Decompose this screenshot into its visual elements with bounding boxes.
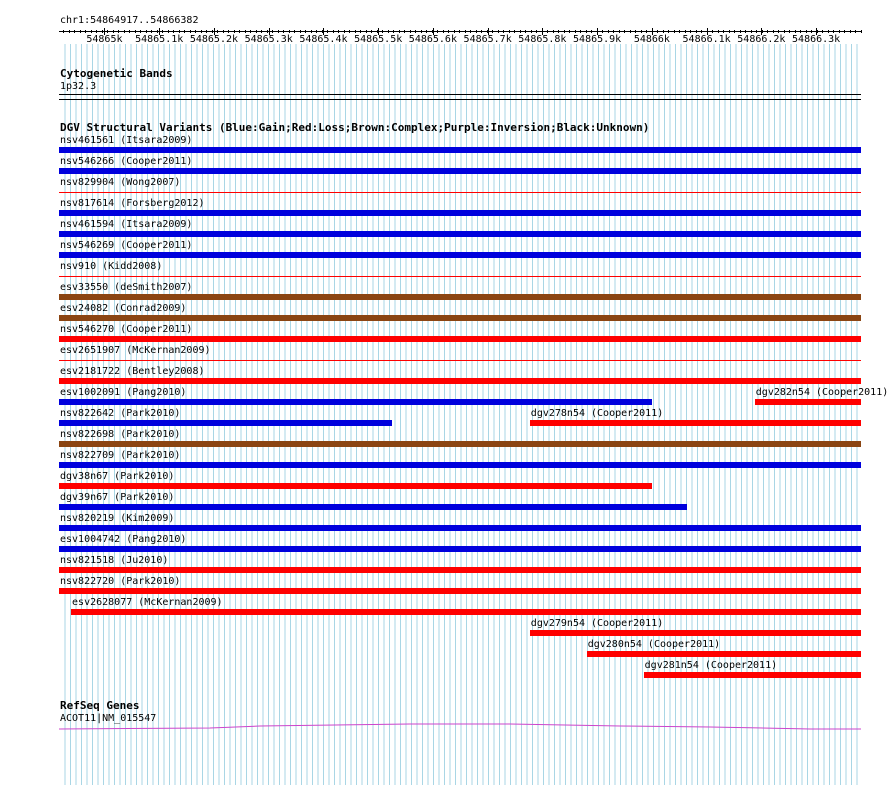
ruler-minor-tick xyxy=(421,30,422,33)
ruler-minor-tick xyxy=(256,30,257,33)
ruler-minor-tick xyxy=(382,30,383,33)
ruler-minor-tick xyxy=(129,30,130,33)
ruler-tick-label: 54865.9k xyxy=(573,34,622,45)
ruler-minor-tick xyxy=(745,30,746,33)
ruler-minor-tick xyxy=(487,30,488,33)
ruler-minor-tick xyxy=(773,30,774,33)
dgv-feature-bar[interactable] xyxy=(59,210,861,216)
ruler-minor-tick xyxy=(784,30,785,33)
ruler-minor-tick xyxy=(426,30,427,33)
ruler-minor-tick xyxy=(245,30,246,33)
ruler-minor-tick xyxy=(844,30,845,33)
ruler-minor-tick xyxy=(201,30,202,33)
refseq-track-title[interactable]: RefSeq Genes xyxy=(60,699,140,712)
ruler-minor-tick xyxy=(558,30,559,33)
dgv-feature-label[interactable]: nsv822709 (Park2010) xyxy=(60,450,181,461)
ruler-minor-tick xyxy=(96,30,97,33)
dgv-feature-label[interactable]: dgv280n54 (Cooper2011) xyxy=(587,639,721,650)
ruler-minor-tick xyxy=(536,30,537,33)
dgv-feature-label[interactable]: nsv822720 (Park2010) xyxy=(60,576,181,587)
ruler-minor-tick xyxy=(679,30,680,33)
ruler-minor-tick xyxy=(267,30,268,33)
ruler-minor-tick xyxy=(415,30,416,33)
ruler-minor-tick xyxy=(690,30,691,33)
ruler-minor-tick xyxy=(635,30,636,33)
ruler-minor-tick xyxy=(602,30,603,33)
ruler-tick-label: 54865.8k xyxy=(518,34,567,45)
dgv-feature-bar[interactable] xyxy=(59,483,652,489)
dgv-feature-label[interactable]: esv2181722 (Bentley2008) xyxy=(60,366,205,377)
ruler-minor-tick xyxy=(179,30,180,33)
dgv-feature-bar[interactable] xyxy=(59,546,861,552)
dgv-feature-label[interactable]: nsv829904 (Wong2007) xyxy=(60,177,181,188)
ruler-minor-tick xyxy=(822,30,823,33)
dgv-feature-bar[interactable] xyxy=(644,672,861,678)
dgv-feature-label[interactable]: nsv817614 (Forsberg2012) xyxy=(60,198,205,209)
ruler-minor-tick xyxy=(668,30,669,33)
ruler-minor-tick xyxy=(470,30,471,33)
ruler-minor-tick xyxy=(168,30,169,33)
ruler-minor-tick xyxy=(646,30,647,33)
dgv-feature-bar[interactable] xyxy=(59,360,861,361)
ruler-minor-tick xyxy=(228,30,229,33)
dgv-feature-bar[interactable] xyxy=(59,276,861,277)
dgv-feature-label[interactable]: dgv279n54 (Cooper2011) xyxy=(530,618,664,629)
ruler-minor-tick xyxy=(102,30,103,33)
ruler-minor-tick xyxy=(756,30,757,33)
ruler-minor-tick xyxy=(718,30,719,33)
ruler-minor-tick xyxy=(85,30,86,33)
ruler-minor-tick xyxy=(855,30,856,33)
dgv-feature-label[interactable]: nsv821518 (Ju2010) xyxy=(60,555,169,566)
ruler-minor-tick xyxy=(553,30,554,33)
ruler-minor-tick xyxy=(360,30,361,33)
ruler-minor-tick xyxy=(173,30,174,33)
ruler-minor-tick xyxy=(547,30,548,33)
ruler-minor-tick xyxy=(107,30,108,33)
dgv-feature-label[interactable]: esv2651907 (McKernan2009) xyxy=(60,345,211,356)
ruler-minor-tick xyxy=(481,30,482,33)
ruler-minor-tick xyxy=(399,30,400,33)
ruler-minor-tick xyxy=(223,30,224,33)
ruler-tick-label: 54865.3k xyxy=(244,34,293,45)
ruler-minor-tick xyxy=(74,30,75,33)
ruler-minor-tick xyxy=(498,30,499,33)
ruler-minor-tick xyxy=(789,30,790,33)
ruler-minor-tick xyxy=(162,30,163,33)
ruler-minor-tick xyxy=(459,30,460,33)
ruler-tick-label: 54865.1k xyxy=(135,34,184,45)
ruler-minor-tick xyxy=(806,30,807,33)
ruler-minor-tick xyxy=(272,30,273,33)
ruler-minor-tick xyxy=(833,30,834,33)
ruler-tick-label: 54865k xyxy=(86,34,123,45)
dgv-feature-label[interactable]: esv33550 (deSmith2007) xyxy=(60,282,193,293)
ruler-minor-tick xyxy=(712,30,713,33)
ruler-minor-tick xyxy=(300,30,301,33)
ruler-minor-tick xyxy=(410,30,411,33)
ruler-minor-tick xyxy=(377,30,378,33)
dgv-feature-bar[interactable] xyxy=(59,192,861,193)
ruler-minor-tick xyxy=(124,30,125,33)
ruler-minor-tick xyxy=(740,30,741,33)
dgv-feature-label[interactable]: nsv461561 (Itsara2009) xyxy=(60,135,193,146)
ruler-minor-tick xyxy=(327,30,328,33)
ruler-minor-tick xyxy=(778,30,779,33)
cytoband-line-top xyxy=(59,94,861,95)
ruler-minor-tick xyxy=(113,30,114,33)
ruler-minor-tick xyxy=(800,30,801,33)
ruler-minor-tick xyxy=(492,30,493,33)
dgv-feature-label[interactable]: nsv820219 (Kim2009) xyxy=(60,513,175,524)
cytoband-label[interactable]: 1p32.3 xyxy=(60,81,97,92)
ruler-minor-tick xyxy=(91,30,92,33)
dgv-feature-label[interactable]: dgv38n67 (Park2010) xyxy=(60,471,175,482)
ruler-minor-tick xyxy=(652,30,653,33)
dgv-feature-bar[interactable] xyxy=(59,294,861,300)
ruler-minor-tick xyxy=(388,30,389,33)
dgv-feature-label[interactable]: nsv546269 (Cooper2011) xyxy=(60,240,193,251)
ruler-minor-tick xyxy=(575,30,576,33)
dgv-feature-bar[interactable] xyxy=(59,420,392,426)
ruler-minor-tick xyxy=(217,30,218,33)
dgv-feature-label[interactable]: nsv546270 (Cooper2011) xyxy=(60,324,193,335)
ruler-minor-tick xyxy=(316,30,317,33)
dgv-feature-bar[interactable] xyxy=(59,441,861,447)
ruler-minor-tick xyxy=(305,30,306,33)
ruler-minor-tick xyxy=(140,30,141,33)
dgv-feature-label[interactable]: nsv822698 (Park2010) xyxy=(60,429,181,440)
ruler-minor-tick xyxy=(707,30,708,33)
ruler-minor-tick xyxy=(146,30,147,33)
ruler-tick-label: 54866.2k xyxy=(737,34,786,45)
ruler-minor-tick xyxy=(443,30,444,33)
ruler-minor-tick xyxy=(289,30,290,33)
ruler-minor-tick xyxy=(283,30,284,33)
ruler-minor-tick xyxy=(366,30,367,33)
ruler-minor-tick xyxy=(641,30,642,33)
dgv-track-title[interactable]: DGV Structural Variants (Blue:Gain;Red:Loss;Brown:Complex;Purple:Inversion;Black:Unknown) xyxy=(60,121,650,134)
ruler-minor-tick xyxy=(404,30,405,33)
ruler-minor-tick xyxy=(333,30,334,33)
ruler-minor-tick xyxy=(371,30,372,33)
refseq-gene-line xyxy=(59,724,861,729)
ruler-minor-tick xyxy=(580,30,581,33)
dgv-feature-label[interactable]: esv1004742 (Pang2010) xyxy=(60,534,187,545)
dgv-feature-bar[interactable] xyxy=(587,651,861,657)
dgv-feature-label[interactable]: esv24082 (Conrad2009) xyxy=(60,303,187,314)
ruler-minor-tick xyxy=(591,30,592,33)
dgv-feature-label[interactable]: nsv461594 (Itsara2009) xyxy=(60,219,193,230)
ruler-minor-tick xyxy=(674,30,675,33)
ruler-minor-tick xyxy=(701,30,702,33)
ruler-minor-tick xyxy=(80,30,81,33)
location-label: chr1:54864917..54866382 xyxy=(60,15,199,26)
dgv-feature-label[interactable]: nsv910 (Kidd2008) xyxy=(60,261,163,272)
ruler-tick-label: 54866.1k xyxy=(682,34,731,45)
ruler-minor-tick xyxy=(564,30,565,33)
ruler-minor-tick xyxy=(157,30,158,33)
ruler-tick-label: 54865.2k xyxy=(189,34,239,45)
dgv-feature-label[interactable]: esv1002091 (Pang2010) xyxy=(60,387,187,398)
dgv-feature-bar[interactable] xyxy=(530,420,861,426)
dgv-feature-bar[interactable] xyxy=(530,630,861,636)
ruler-minor-tick xyxy=(206,30,207,33)
ruler-minor-tick xyxy=(454,30,455,33)
ruler-minor-tick xyxy=(195,30,196,33)
ruler-minor-tick xyxy=(69,30,70,33)
ruler-minor-tick xyxy=(828,30,829,33)
dgv-feature-label[interactable]: dgv39n67 (Park2010) xyxy=(60,492,175,503)
dgv-feature-label[interactable]: dgv282n54 (Cooper2011) xyxy=(755,387,889,398)
ruler-minor-tick xyxy=(613,30,614,33)
ruler-minor-tick xyxy=(861,30,862,33)
dgv-feature-label[interactable]: nsv546266 (Cooper2011) xyxy=(60,156,193,167)
ruler-minor-tick xyxy=(767,30,768,33)
ruler-minor-tick xyxy=(322,30,323,33)
ruler-minor-tick xyxy=(723,30,724,33)
ruler-minor-tick xyxy=(608,30,609,33)
ruler-minor-tick xyxy=(729,30,730,33)
ruler-minor-tick xyxy=(294,30,295,33)
ruler-minor-tick xyxy=(503,30,504,33)
ruler-minor-tick xyxy=(514,30,515,33)
ruler-minor-tick xyxy=(432,30,433,33)
ruler-minor-tick xyxy=(811,30,812,33)
ruler-minor-tick xyxy=(520,30,521,33)
ruler-minor-tick xyxy=(586,30,587,33)
ruler-tick-label: 54865.5k xyxy=(354,34,403,45)
ruler-minor-tick xyxy=(509,30,510,33)
dgv-feature-bar[interactable] xyxy=(59,231,861,237)
ruler-minor-tick xyxy=(261,30,262,33)
ruler-minor-tick xyxy=(239,30,240,33)
ruler-minor-tick xyxy=(465,30,466,33)
dgv-feature-bar[interactable] xyxy=(59,525,861,531)
ruler-minor-tick xyxy=(448,30,449,33)
ruler-minor-tick xyxy=(135,30,136,33)
ruler-minor-tick xyxy=(850,30,851,33)
ruler-minor-tick xyxy=(685,30,686,33)
ruler-minor-tick xyxy=(63,30,64,33)
dgv-feature-bar[interactable] xyxy=(59,168,861,174)
ruler-minor-tick xyxy=(569,30,570,33)
ruler-minor-tick xyxy=(344,30,345,33)
dgv-feature-label[interactable]: dgv281n54 (Cooper2011) xyxy=(644,660,778,671)
dgv-feature-bar[interactable] xyxy=(755,399,861,405)
ruler-tick-label: 54865.4k xyxy=(299,34,348,45)
cytoband-track-title[interactable]: Cytogenetic Bands xyxy=(60,67,173,80)
ruler-minor-tick xyxy=(212,30,213,33)
ruler-minor-tick xyxy=(630,30,631,33)
ruler-minor-tick xyxy=(657,30,658,33)
ruler-minor-tick xyxy=(250,30,251,33)
ruler-minor-tick xyxy=(184,30,185,33)
dgv-feature-bar[interactable] xyxy=(59,462,861,468)
ruler-tick-label: 54866k xyxy=(633,34,670,45)
ruler-minor-tick xyxy=(817,30,818,33)
dgv-feature-bar[interactable] xyxy=(59,399,652,405)
ruler-minor-tick xyxy=(349,30,350,33)
ruler-minor-tick xyxy=(734,30,735,33)
ruler-minor-tick xyxy=(751,30,752,33)
ruler-minor-tick xyxy=(393,30,394,33)
dgv-feature-bar[interactable] xyxy=(59,567,861,573)
ruler-minor-tick xyxy=(542,30,543,33)
dgv-feature-bar[interactable] xyxy=(59,252,861,258)
dgv-feature-label[interactable]: nsv822642 (Park2010) xyxy=(60,408,181,419)
dgv-feature-bar[interactable] xyxy=(71,609,861,615)
ruler-minor-tick xyxy=(795,30,796,33)
ruler-minor-tick xyxy=(151,30,152,33)
dgv-feature-label[interactable]: esv2628077 (McKernan2009) xyxy=(72,597,223,608)
ruler-minor-tick xyxy=(278,30,279,33)
ruler-tick-label: 54865.6k xyxy=(408,34,457,45)
ruler-minor-tick xyxy=(190,30,191,33)
dgv-feature-bar[interactable] xyxy=(59,378,861,384)
ruler-tick-label: 54865.7k xyxy=(463,34,512,45)
ruler-minor-tick xyxy=(355,30,356,33)
ruler-minor-tick xyxy=(525,30,526,33)
dgv-feature-bar[interactable] xyxy=(59,315,861,321)
ruler-minor-tick xyxy=(839,30,840,33)
dgv-feature-bar[interactable] xyxy=(59,504,687,510)
ruler-minor-tick xyxy=(234,30,235,33)
refseq-gene-label[interactable]: ACOT11|NM_015547 xyxy=(60,713,157,724)
ruler-minor-tick xyxy=(118,30,119,33)
ruler-minor-tick xyxy=(531,30,532,33)
dgv-feature-label[interactable]: dgv278n54 (Cooper2011) xyxy=(530,408,664,419)
dgv-feature-bar[interactable] xyxy=(59,588,861,594)
ruler-minor-tick xyxy=(619,30,620,33)
ruler-minor-tick xyxy=(476,30,477,33)
cytoband-line-bottom xyxy=(59,99,861,100)
ruler-minor-tick xyxy=(696,30,697,33)
ruler-minor-tick xyxy=(338,30,339,33)
dgv-feature-bar[interactable] xyxy=(59,147,861,153)
ruler-minor-tick xyxy=(762,30,763,33)
ruler-minor-tick xyxy=(663,30,664,33)
dgv-feature-bar[interactable] xyxy=(59,336,861,342)
ruler-tick-label: 54866.3k xyxy=(792,34,841,45)
ruler-minor-tick xyxy=(597,30,598,33)
ruler-minor-tick xyxy=(437,30,438,33)
ruler-minor-tick xyxy=(311,30,312,33)
ruler-minor-tick xyxy=(624,30,625,33)
refseq-gene-glyph[interactable] xyxy=(0,718,890,738)
